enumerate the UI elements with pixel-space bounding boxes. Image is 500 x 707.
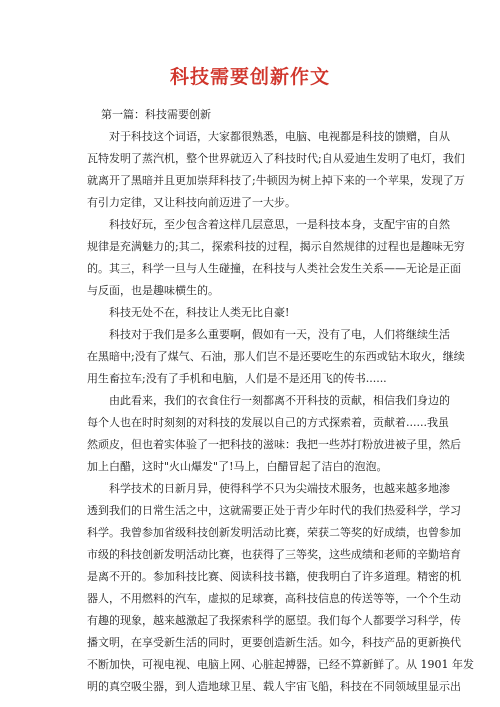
paragraph-line: 科技无处不在，科技让人类无比自豪!: [109, 306, 290, 319]
paragraph-line: 科技对于我们是多么重要啊，假如有一天，没有了电，人们将继续生活: [109, 328, 450, 341]
paragraph-line: 市级的科技创新发明活动比赛，也获得了三等奖，这些成绩和老师的辛勤培育: [87, 548, 461, 561]
paragraph-line: 规律是充满魅力的;其二，探索科技的过程，揭示自然规律的过程也是趣味无穷: [87, 240, 465, 253]
paragraph-line: 加上白醋，这时"火山爆发"了!马上，白醋冒起了洁白的泡泡。: [87, 460, 388, 473]
paragraph-line: 有趣的现象，越来越激起了我探索科学的愿望。我们每个人都要学习科学，传: [87, 614, 461, 627]
paragraph-line: 器人，不用燃料的汽车，虚拟的足球赛，高科技信息的传送等等，一个个生动: [87, 592, 461, 605]
paragraph-line: 瓦特发明了蒸汽机，整个世界就迈入了科技时代;自从爱迪生发明了电灯，我们: [87, 152, 465, 165]
paragraph: [87, 478, 474, 698]
paragraph-line: 科学技术的日新月异，使得科学不只为尖端技术服务，也越来越多地渗: [109, 482, 450, 495]
paragraph-line: 用生畜拉车;没有了手机和电脑，人们是不是还用飞的传书......: [87, 372, 387, 385]
paragraph-line: 透到我们的日常生活之中，这就需要正处于青少年时代的我们热爱科学，学习: [87, 504, 461, 517]
paragraph-line: 科技好玩，至少包含着这样几层意思，一是科技本身，支配宇宙的自然: [109, 218, 450, 231]
paragraph-line: 的。其三，科学一旦与人生碰撞，在科技与人类社会发生关系——无论是正面: [87, 262, 461, 275]
document-body: [87, 104, 474, 698]
paragraph-line: 与反面，也是趣味横生的。: [87, 284, 219, 297]
document-title: 科技需要创新作文: [169, 66, 330, 88]
paragraph-line: 播文明，在享受新生活的同时，更要创造新生活。如今，科技产品的更新换代: [87, 636, 461, 649]
paragraph: [87, 126, 465, 214]
paragraph-line: 由此看来，我们的衣食住行一刻都离不开科技的贡献，相信我们身边的: [109, 394, 450, 407]
paragraph-line: 不断加快，可视电视、电脑上网、心脏起搏器，已经不算新鲜了。从 1901 年发: [87, 658, 474, 671]
paragraph: [87, 390, 461, 478]
paragraph-line: 有引力定律，又让科技向前迈进了一大步。: [87, 196, 296, 209]
paragraph-line: 对于科技这个词语，大家都很熟悉，电脑、电视都是科技的馈赠，自从: [109, 130, 450, 143]
paragraph-line: 是离不开的。参加科技比赛、阅读科技书籍，使我明白了许多道理。精密的机: [87, 570, 461, 583]
paragraph-line: 然顽皮，但也着实体验了一把科技的滋味：我把一些苏打粉放进被子里，然后: [87, 438, 461, 451]
paragraph-line: 在黑暗中;没有了煤气、石油，那人们岂不是还要吃生的东西或钻木取火，继续: [87, 350, 465, 363]
section-heading: 第一篇：科技需要创新: [101, 108, 211, 121]
paragraph-line: 就离开了黑暗并且更加崇拜科技了;牛顿因为树上掉下来的一个苹果，发现了万: [87, 174, 465, 187]
paragraph-line: 每个人也在时时刻刻的对科技的发展以自己的方式探索着，贡献着......我虽: [87, 416, 449, 429]
paragraph: [87, 214, 465, 302]
paragraph: [87, 302, 423, 324]
paragraph-line: 明的真空吸尘器，到人造地球卫星、载人宇宙飞船，科技在不同领域里显示出: [87, 680, 461, 693]
paragraph-line: 科学。我曾参加省级科技创新发明活动比赛，荣获二等奖的好成绩，也曾参加: [87, 526, 461, 539]
paragraph: [87, 324, 465, 390]
